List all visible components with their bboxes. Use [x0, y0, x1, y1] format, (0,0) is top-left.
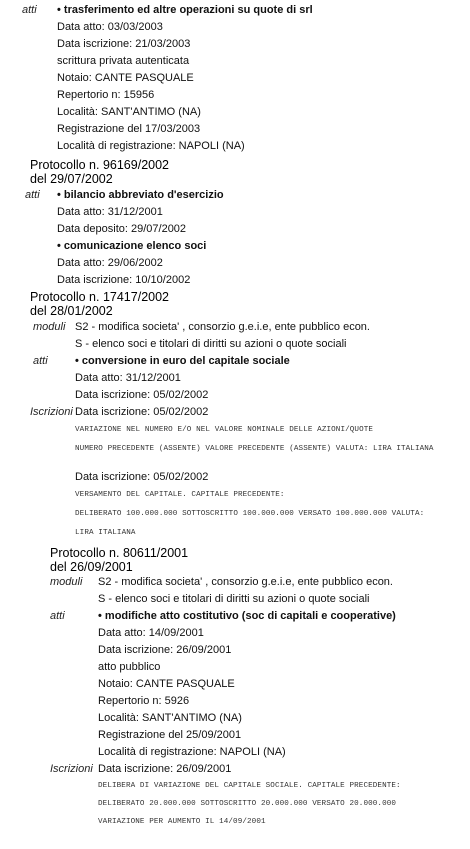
- act-detail-line: Località: SANT'ANTIMO (NA): [57, 106, 201, 118]
- act-detail-line: Località di registrazione: NAPOLI (NA): [98, 746, 286, 758]
- iscrizione-date: Data iscrizione: 26/09/2001: [98, 763, 232, 775]
- act-title: • trasferimento ed altre operazioni su quote di srl: [57, 4, 313, 16]
- iscrizione-date: Data iscrizione: 05/02/2002: [75, 471, 209, 483]
- protocol-date: del 28/01/2002: [30, 304, 113, 318]
- act-title: • bilancio abbreviato d'esercizio: [57, 189, 224, 201]
- protocol-date: del 26/09/2001: [50, 560, 133, 574]
- iscrizioni-label: Iscrizioni: [50, 763, 93, 775]
- atti-label: atti: [25, 189, 40, 201]
- act-detail-line: Data iscrizione: 05/02/2002: [75, 389, 209, 401]
- act-detail-line: Data iscrizione: 21/03/2003: [57, 38, 191, 50]
- modulo-item: S - elenco soci e titolari di diritti su azioni o quote sociali: [98, 593, 370, 605]
- act-detail-line: Data atto: 31/12/2001: [57, 206, 163, 218]
- protocol-number: Protocollo n. 80611/2001: [50, 546, 189, 560]
- modulo-item: S2 - modifica societa' , consorzio g.e.i.e, ente pubblico econ.: [75, 321, 370, 333]
- iscrizione-text: VARIAZIONE NEL NUMERO E/O NEL VALORE NOMINALE DELLE AZIONI/QUOTE: [75, 426, 374, 434]
- iscrizione-text: NUMERO PRECEDENTE (ASSENTE) VALORE PRECEDENTE (ASSENTE) VALUTA: LIRA ITALIANA: [75, 445, 434, 453]
- atti-label: atti: [50, 610, 65, 622]
- act-detail-line: Data atto: 03/03/2003: [57, 21, 163, 33]
- iscrizione-text: DELIBERA DI VARIAZIONE DEL CAPITALE SOCIALE. CAPITALE PRECEDENTE:: [98, 782, 401, 790]
- act-detail-line: Registrazione del 25/09/2001: [98, 729, 242, 741]
- act-detail-line: scrittura privata autenticata: [57, 55, 190, 67]
- act-title: • conversione in euro del capitale sociale: [75, 355, 290, 367]
- act-detail-line: Località di registrazione: NAPOLI (NA): [57, 140, 245, 152]
- act-detail-line: atto pubblico: [98, 661, 161, 673]
- iscrizione-text: LIRA ITALIANA: [75, 529, 136, 537]
- act-detail-line: Repertorio n: 15956: [57, 89, 155, 101]
- act-detail-line: Registrazione del 17/03/2003: [57, 123, 201, 135]
- atti-label: atti: [33, 355, 48, 367]
- act-detail-line: Notaio: CANTE PASQUALE: [98, 678, 235, 690]
- protocol-number: Protocollo n. 17417/2002: [30, 290, 169, 304]
- act-detail-line: Località: SANT'ANTIMO (NA): [98, 712, 242, 724]
- act-detail-line: Data atto: 31/12/2001: [75, 372, 181, 384]
- act-title: • modifiche atto costitutivo (soc di capitali e cooperative): [98, 610, 396, 622]
- modulo-item: S - elenco soci e titolari di diritti su azioni o quote sociali: [75, 338, 347, 350]
- act-detail-line: Data deposito: 29/07/2002: [57, 223, 187, 235]
- atti-label: atti: [22, 4, 37, 16]
- iscrizioni-label: Iscrizioni: [30, 406, 73, 418]
- iscrizione-text: VARIAZIONE PER AUMENTO IL 14/09/2001: [98, 818, 266, 826]
- act-detail-line: Data iscrizione: 10/10/2002: [57, 274, 191, 286]
- act-detail-line: Data atto: 14/09/2001: [98, 627, 204, 639]
- act-detail-line: Data iscrizione: 26/09/2001: [98, 644, 232, 656]
- act-detail-line: Notaio: CANTE PASQUALE: [57, 72, 194, 84]
- iscrizione-date: Data iscrizione: 05/02/2002: [75, 406, 209, 418]
- act-detail-line: Data atto: 29/06/2002: [57, 257, 163, 269]
- moduli-label: moduli: [33, 321, 66, 333]
- moduli-label: moduli: [50, 576, 83, 588]
- act-title: • comunicazione elenco soci: [57, 240, 207, 252]
- act-detail-line: Repertorio n: 5926: [98, 695, 190, 707]
- iscrizione-text: VERSAMENTO DEL CAPITALE. CAPITALE PRECEDENTE:: [75, 491, 285, 499]
- protocol-date: del 29/07/2002: [30, 172, 113, 186]
- iscrizione-text: DELIBERATO 100.000.000 SOTTOSCRITTO 100.000.000 VERSATO 100.000.000 VALUTA:: [75, 510, 425, 518]
- modulo-item: S2 - modifica societa' , consorzio g.e.i.e, ente pubblico econ.: [98, 576, 393, 588]
- protocol-number: Protocollo n. 96169/2002: [30, 158, 169, 172]
- iscrizione-text: DELIBERATO 20.000.000 SOTTOSCRITTO 20.000.000 VERSATO 20.000.000: [98, 800, 397, 808]
